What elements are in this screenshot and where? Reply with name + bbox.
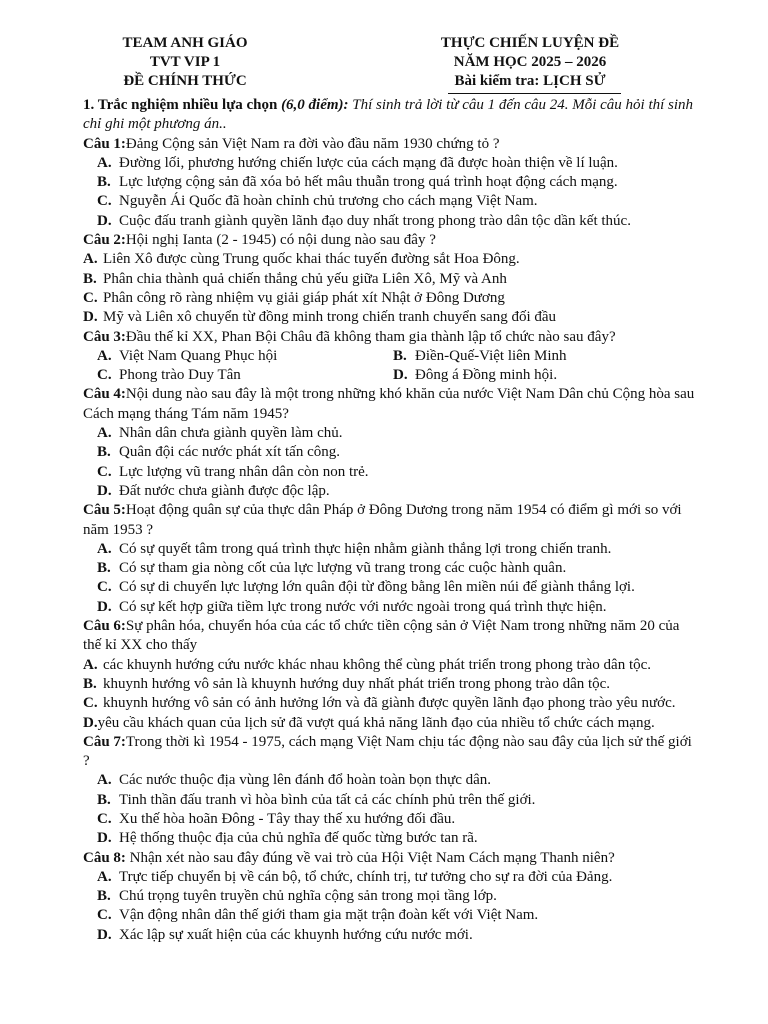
group-name: TVT VIP 1 xyxy=(149,54,221,70)
option-b: B. Phân chia thành quả chiến thắng chủ yếu giữa Liên Xô, Mỹ và Anh xyxy=(83,270,507,287)
option-a: A. Liên Xô được cùng Trung quốc khai thác tuyến đường sắt Hoa Đông. xyxy=(83,251,520,268)
question-4 xyxy=(83,385,698,424)
option-d: D. Xác lập sự xuất hiện của các khuynh hướng cứu nước mới. xyxy=(97,926,473,943)
header-divider xyxy=(448,93,621,94)
header-left xyxy=(90,34,280,91)
option-c: C. Phong trào Duy Tân xyxy=(97,367,241,384)
option-d: D. Cuộc đấu tranh giành quyền lãnh đạo duy nhất trong phong trào dân tộc dần kết thúc. xyxy=(97,212,631,229)
team-name: TEAM ANH GIÁO xyxy=(122,35,248,51)
question-4-options xyxy=(83,424,698,501)
question-text: Đảng Cộng sản Việt Nam ra đời vào đầu năm 1930 chứng tỏ ? xyxy=(125,135,500,152)
question-5 xyxy=(83,501,698,540)
exam-title: THỰC CHIẾN LUYỆN ĐỀ xyxy=(440,35,620,51)
subject-prefix: Bài kiểm tra: xyxy=(454,73,540,89)
option-b: B. Chú trọng tuyên truyền chủ nghĩa cộng sản trong mọi tầng lớp. xyxy=(97,888,497,905)
option-d: D. Hệ thống thuộc địa của chủ nghĩa đế quốc từng bước tan rã. xyxy=(97,830,478,847)
question-number: Câu 4: xyxy=(83,386,126,403)
subject-line xyxy=(395,72,665,91)
option-b: B. Quân đội các nước phát xít tấn công. xyxy=(97,444,340,461)
section-title: 1. Trắc nghiệm nhiều lựa chọn xyxy=(83,97,278,113)
question-number: Câu 5: xyxy=(83,502,126,519)
option-d: D. Có sự kết hợp giữa tiềm lực trong nước với nước ngoài trong quá trình thực hiện. xyxy=(97,598,607,615)
option-a: A. Đường lối, phương hướng chiến lược của cách mạng đã được hoàn thiện về lí luận. xyxy=(97,154,618,171)
question-6 xyxy=(83,617,698,656)
option-c: C. Vận động nhân dân thế giới tham gia mặt trận đoàn kết với Việt Nam. xyxy=(97,907,539,924)
option-b: B. Có sự tham gia nòng cốt của lực lượng vũ trang trong các cuộc hành quân. xyxy=(97,560,567,577)
question-text: Sự phân hóa, chuyển hóa của các tổ chức tiền cộng sản ở Việt Nam trong những năm 20 của thế kỉ XX cho thấy xyxy=(83,618,680,654)
section-points: (6,0 điểm): xyxy=(281,97,349,113)
option-c: C. Có sự di chuyển lực lượng lớn quân đội từ đồng bằng lên miền núi để giành thắng lợi. xyxy=(97,579,635,596)
option-c: C. Xu thế hòa hoãn Đông - Tây thay thế xu hướng đối đầu. xyxy=(97,810,456,827)
question-text: Hội nghị Ianta (2 - 1945) có nội dung nào sau đây ? xyxy=(125,232,436,249)
option-a: A. các khuynh hướng cứu nước khác nhau không thể cùng phát triển trong phong trào dân tộc. xyxy=(83,656,652,673)
question-text: Trong thời kì 1954 - 1975, cách mạng Việt Nam chịu tác động nào sau đây của lịch sử thế giới ? xyxy=(83,733,692,770)
option-b: B. khuynh hướng vô sản là khuynh hướng duy nhất phát triển trong phong trào dân tộc. xyxy=(83,675,611,692)
option-d: D.yêu cầu khách quan của lịch sử đã vượt quá khả năng lãnh đạo của nhiều tổ chức cách mạng. xyxy=(83,714,655,731)
question-text: Đầu thế kỉ XX, Phan Bội Châu đã không tham gia thành lập tổ chức nào sau đây? xyxy=(125,328,616,345)
option-a: A. Các nước thuộc địa vùng lên đánh đổ hoàn toàn bọn thực dân. xyxy=(97,772,492,789)
option-a: A. Có sự quyết tâm trong quá trình thực hiện nhằm giành thắng lợi trong chiến tranh. xyxy=(97,540,612,557)
question-1 xyxy=(83,135,698,154)
question-number: Câu 6: xyxy=(83,618,126,635)
option-d: D. Đất nước chưa giành được độc lập. xyxy=(97,482,330,499)
question-7 xyxy=(83,733,698,772)
section-instruction: Thí sinh trả lời từ câu 1 đến câu 24. Mỗi câu hỏi thí sinh chỉ ghi một phương án.. xyxy=(83,97,694,133)
exam-content xyxy=(83,96,698,945)
option-b: B. Lực lượng cộng sản đã xóa bỏ hết mâu thuẫn trong quá trình hoạt động cách mạng. xyxy=(97,174,618,191)
question-number: Câu 1: xyxy=(83,135,126,152)
option-b: B. Tinh thần đấu tranh vì hòa bình của tất cả các chính phủ trên thế giới. xyxy=(97,791,536,808)
option-a: A. Việt Nam Quang Phục hội xyxy=(97,347,278,364)
question-2 xyxy=(83,231,698,250)
question-number: Câu 7: xyxy=(83,733,126,750)
question-number: Câu 3: xyxy=(83,328,126,345)
option-c: C. Phân công rõ ràng nhiệm vụ giải giáp phát xít Nhật ở Đông Dương xyxy=(83,289,505,306)
question-3-options xyxy=(83,347,698,386)
option-c: C. Lực lượng vũ trang nhân dân còn non trẻ. xyxy=(97,463,369,480)
question-7-options xyxy=(83,771,698,848)
question-8 xyxy=(83,849,698,868)
question-3 xyxy=(83,328,698,347)
question-text: Nhận xét nào sau đây đúng về vai trò của Hội Việt Nam Cách mạng Thanh niên? xyxy=(129,849,615,866)
option-c: C. Nguyễn Ái Quốc đã hoàn chỉnh chủ trương cho cách mạng Việt Nam. xyxy=(97,193,538,210)
option-d: D. Mỹ và Liên xô chuyển từ đồng minh trong chiến tranh chuyển sang đối đầu xyxy=(83,309,557,326)
option-b: B. Điền-Quế-Việt liên Minh xyxy=(393,347,567,364)
question-8-options xyxy=(83,868,698,945)
question-text: Hoạt động quân sự của thực dân Pháp ở Đông Dương trong năm 1954 có điểm gì mới so với năm 1953 ? xyxy=(83,502,682,538)
option-c: C. khuynh hướng vô sản có ảnh hưởng lớn và đã giành được quyền lãnh đạo phong trào yêu nước. xyxy=(83,695,676,712)
question-number: Câu 8: xyxy=(83,849,126,866)
question-2-options xyxy=(83,250,698,327)
section-heading xyxy=(83,96,698,135)
option-a: A. Trực tiếp chuyển bị về cán bộ, tổ chức, chính trị, tư tưởng cho sự ra đời của Đảng. xyxy=(97,868,613,885)
question-number: Câu 2: xyxy=(83,232,126,249)
question-1-options xyxy=(83,154,698,231)
question-text: Nội dung nào sau đây là một trong những khó khăn của nước Việt Nam Dân chủ Cộng hòa sau Cách mạng tháng Tám năm 1945? xyxy=(83,386,695,422)
header-right xyxy=(395,34,665,91)
option-d: D. Đông á Đồng minh hội. xyxy=(393,367,558,384)
question-5-options xyxy=(83,540,698,617)
school-year: NĂM HỌC 2025 – 2026 xyxy=(453,54,607,70)
subject-name: LỊCH SỬ xyxy=(543,73,606,89)
question-6-options xyxy=(83,656,698,733)
option-a: A. Nhân dân chưa giành quyền làm chủ. xyxy=(97,425,343,442)
official-label: ĐỀ CHÍNH THỨC xyxy=(123,73,247,89)
